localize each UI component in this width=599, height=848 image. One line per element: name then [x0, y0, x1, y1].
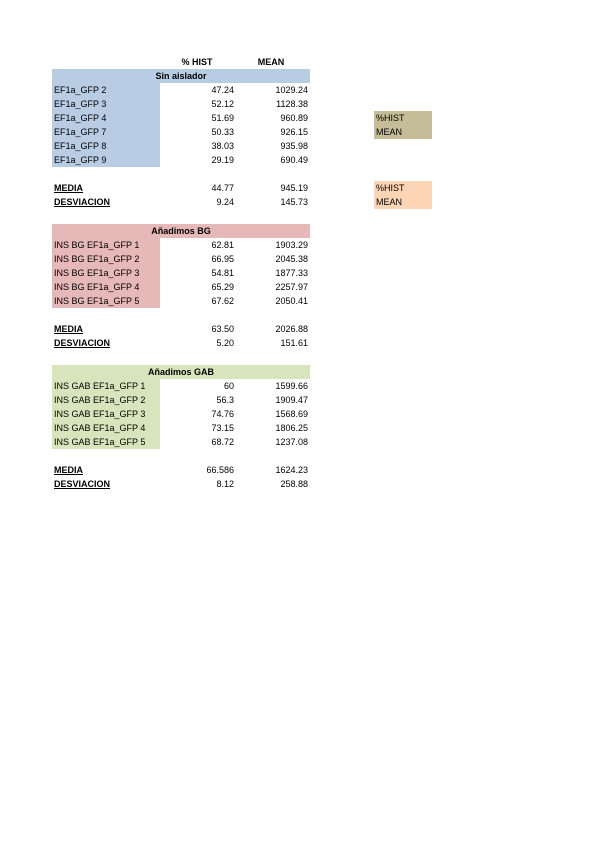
media-mean: 1624.23 [275, 465, 308, 475]
table-row [52, 421, 310, 435]
media-hist: 66.586 [206, 465, 234, 475]
table-row [52, 407, 310, 421]
row-hist: 74.76 [211, 409, 234, 419]
row-hist: 62.81 [211, 240, 234, 250]
row-label: EF1a_GFP 2 [52, 83, 160, 97]
table-row [52, 83, 310, 97]
row-hist: 56.3 [216, 395, 234, 405]
media-row [52, 463, 310, 477]
row-hist: 50.33 [211, 127, 234, 137]
row-mean: 2045.38 [275, 254, 308, 264]
row-label: INS BG EF1a_GFP 2 [52, 252, 160, 266]
table-row [52, 252, 310, 266]
table-row [52, 238, 310, 252]
row-label: EF1a_GFP 9 [52, 153, 160, 167]
row-label: INS GAB EF1a_GFP 1 [52, 379, 160, 393]
row-mean: 2257.97 [275, 282, 308, 292]
table-row [52, 111, 310, 125]
desviacion-label: DESVIACION [54, 197, 111, 207]
table-row [52, 294, 310, 308]
table-row [52, 280, 310, 294]
row-hist: 73.15 [211, 423, 234, 433]
row-mean: 1128.38 [276, 99, 308, 109]
row-hist: 67.62 [211, 296, 234, 306]
row-mean: 1903.29 [275, 240, 308, 250]
table-row [52, 435, 310, 449]
table-row [52, 153, 310, 167]
media-hist: 44.77 [211, 183, 234, 193]
row-mean: 1568.69 [275, 409, 308, 419]
row-mean: 690.49 [280, 155, 308, 165]
row-label: EF1a_GFP 8 [52, 139, 160, 153]
media-label: MEDIA [54, 183, 83, 193]
media-label: MEDIA [54, 324, 83, 334]
row-hist: 54.81 [211, 268, 234, 278]
desviacion-hist: 8.12 [216, 479, 234, 489]
media-mean: 945.19 [280, 183, 308, 193]
row-label: INS GAB EF1a_GFP 5 [52, 435, 160, 449]
row-hist: 29.19 [211, 155, 234, 165]
table-row [52, 125, 310, 139]
row-hist: 51.69 [211, 113, 234, 123]
legend-peach-hist: %HIST [374, 181, 432, 195]
table-row [52, 393, 310, 407]
row-label: INS BG EF1a_GFP 1 [52, 238, 160, 252]
row-hist: 60 [223, 381, 234, 391]
table-row [52, 139, 310, 153]
desviacion-mean: 145.73 [280, 197, 308, 207]
row-hist: 38.03 [211, 141, 234, 151]
table-row [52, 379, 310, 393]
section-title-bg: Añadimos BG [52, 224, 310, 238]
row-label: INS GAB EF1a_GFP 3 [52, 407, 160, 421]
row-mean: 1599.66 [275, 381, 308, 391]
row-hist: 65.29 [211, 282, 234, 292]
desviacion-row [52, 195, 310, 209]
desviacion-mean: 258.88 [280, 479, 308, 489]
media-hist: 63.50 [211, 324, 234, 334]
row-mean: 1877.33 [275, 268, 308, 278]
header-mean: MEAN [257, 57, 285, 67]
row-hist: 47.24 [211, 85, 234, 95]
row-label: INS GAB EF1a_GFP 2 [52, 393, 160, 407]
desviacion-label: DESVIACION [54, 338, 111, 348]
header-hist: % HIST [181, 57, 213, 67]
desviacion-mean: 151.61 [280, 338, 308, 348]
legend-olive-hist: %HIST [374, 111, 432, 125]
row-label: INS BG EF1a_GFP 3 [52, 266, 160, 280]
desviacion-row [52, 336, 310, 350]
row-mean: 1909.47 [275, 395, 308, 405]
row-mean: 2050.41 [275, 296, 308, 306]
row-label: EF1a_GFP 4 [52, 111, 160, 125]
row-label: EF1a_GFP 3 [52, 97, 160, 111]
row-label: EF1a_GFP 7 [52, 125, 160, 139]
row-hist: 52.12 [211, 99, 234, 109]
table-row [52, 97, 310, 111]
row-label: INS GAB EF1a_GFP 4 [52, 421, 160, 435]
table-row [52, 266, 310, 280]
legend-peach-mean: MEAN [374, 195, 432, 209]
media-label: MEDIA [54, 465, 83, 475]
desviacion-hist: 9.24 [216, 197, 234, 207]
section-title-gab: Añadimos GAB [52, 365, 310, 379]
row-hist: 68.72 [211, 437, 234, 447]
desviacion-label: DESVIACION [54, 479, 111, 489]
row-mean: 960.89 [280, 113, 308, 123]
media-row [52, 181, 310, 195]
row-hist: 66.95 [211, 254, 234, 264]
section-title-sin-aislador: Sin aislador [52, 69, 310, 83]
row-mean: 926.15 [280, 127, 308, 137]
media-row [52, 322, 310, 336]
row-mean: 1029.24 [275, 85, 308, 95]
row-mean: 935.98 [280, 141, 308, 151]
desviacion-row [52, 477, 310, 491]
legend-olive-mean: MEAN [374, 125, 432, 139]
row-mean: 1806.25 [275, 423, 308, 433]
row-label: INS BG EF1a_GFP 5 [52, 294, 160, 308]
media-mean: 2026.88 [275, 324, 308, 334]
row-mean: 1237.08 [275, 437, 308, 447]
desviacion-hist: 5.20 [216, 338, 234, 348]
row-label: INS BG EF1a_GFP 4 [52, 280, 160, 294]
